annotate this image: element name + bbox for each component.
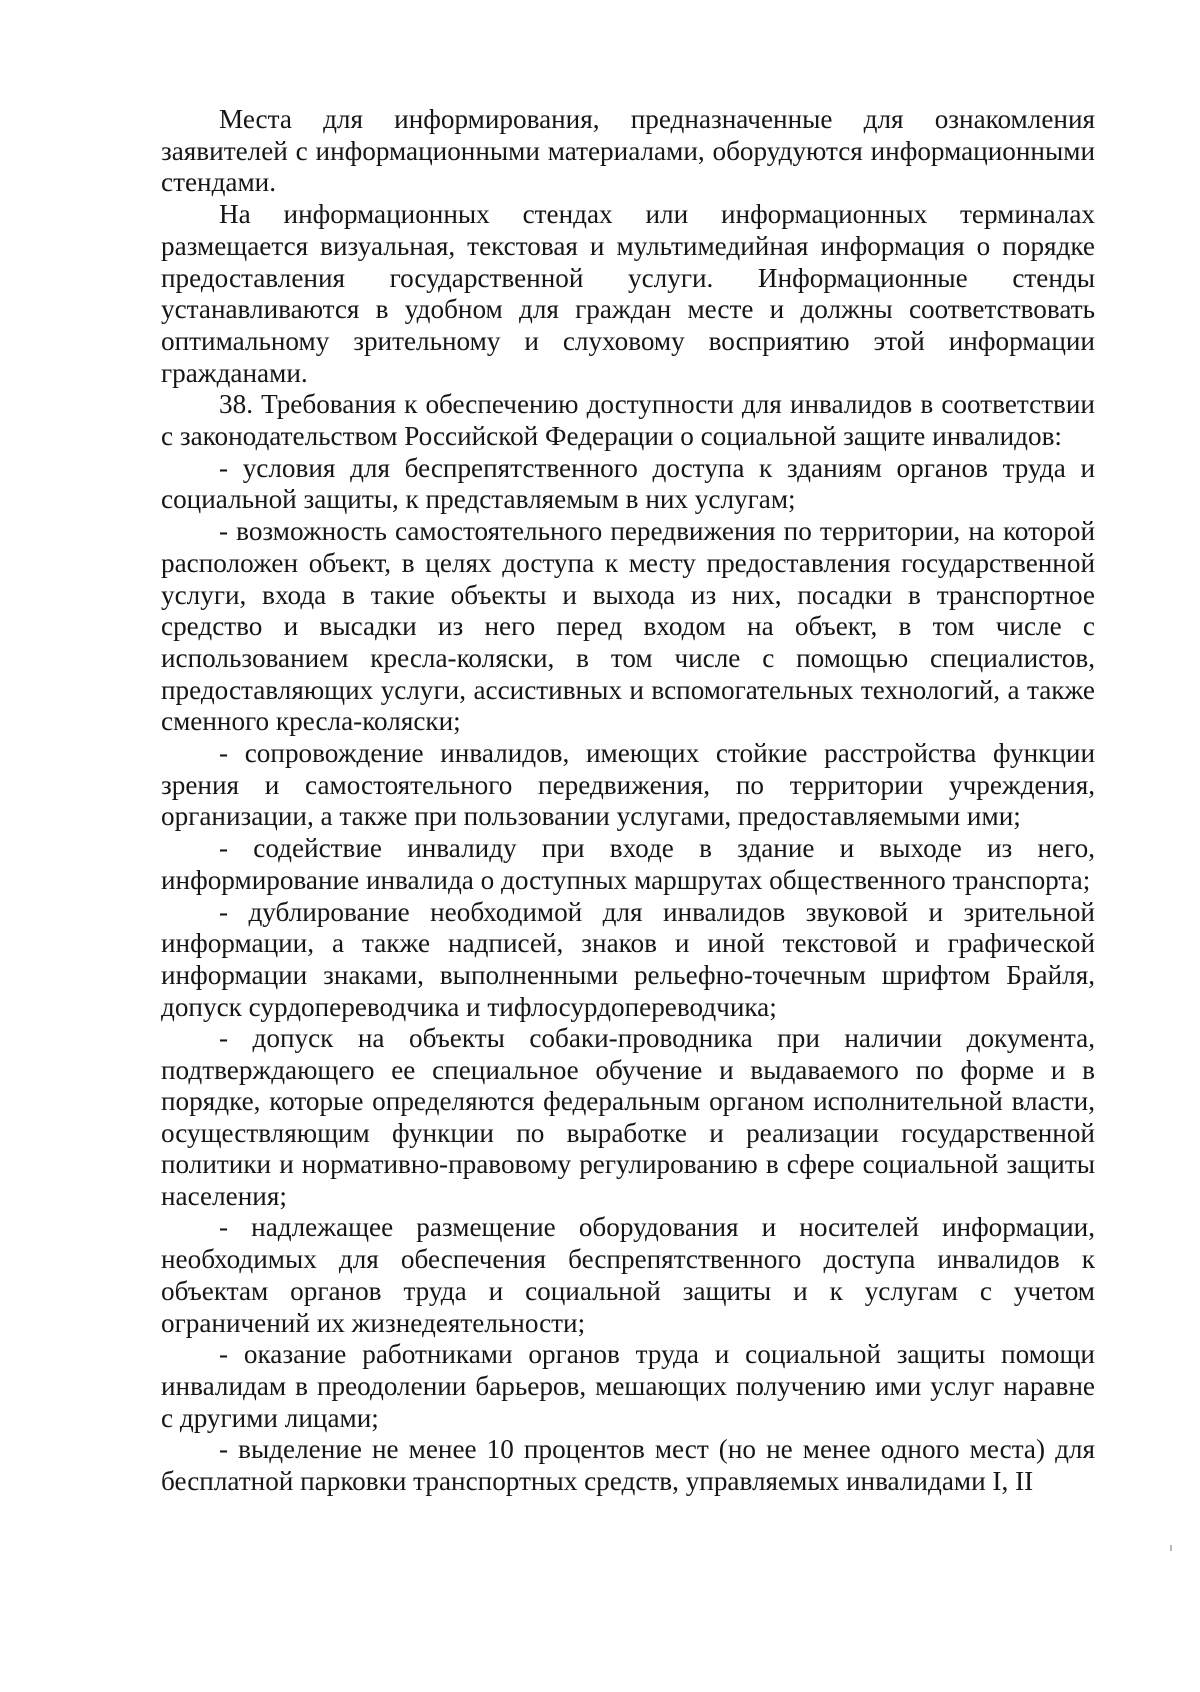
list-item-parking: - выделение не менее 10 процентов мест (но не менее одного места) для бесплатной парковки транспортных средств, управляемых инвалидами I, II (161, 1434, 1095, 1497)
list-item-guide-dog: - допуск на объекты собаки-проводника при наличии документа, подтверждающего ее специальное обучение и выдаваемого по форме и в порядке, которые определяются федеральным органом исполнительной власти, осуществляющим функции по выработке и реализации государственной политики и нормативно-правовому регулированию в сфере социальной защиты населения; (161, 1023, 1095, 1211)
list-item-movement: - возможность самостоятельного передвижения по территории, на которой расположен объект, в целях доступа к месту предоставления государственной услуги, входа в такие объекты и выхода из них, посадки в транспортное средство и высадки из него перед входом на объект, в том числе с использованием кресла-коляски, в том числе с помощью специалистов, предоставляющих услуги, ассистивных и вспомогательных технологий, а также сменного кресла-коляски; (161, 516, 1095, 737)
list-item-equipment: - надлежащее размещение оборудования и носителей информации, необходимых для обеспечения беспрепятственного доступа инвалидов к объектам органов труда и социальной защиты и к услугам с учетом ограничений их жизнедеятельности; (161, 1212, 1095, 1338)
paragraph-section-38: 38. Требования к обеспечению доступности для инвалидов в соответствии с законодательством Российской Федерации о социальной защите инвалидов: (161, 389, 1095, 452)
document-body (161, 104, 1095, 1498)
list-item-escort: - сопровождение инвалидов, имеющих стойкие расстройства функции зрения и самостоятельного передвижения, по территории учреждения, организации, а также при пользовании услугами, предоставляемыми ими; (161, 738, 1095, 832)
list-item-staff-help: - оказание работниками органов труда и социальной защиты помощи инвалидам в преодолении барьеров, мешающих получению ими услуг наравне с другими лицами; (161, 1339, 1095, 1433)
scan-speck (1170, 1545, 1172, 1551)
list-item-access-conditions: - условия для беспрепятственного доступа к зданиям органов труда и социальной защиты, к представляемым в них услугам; (161, 452, 1095, 515)
list-item-braille: - дублирование необходимой для инвалидов звуковой и зрительной информации, а также надписей, знаков и иной текстовой и графической информации знаками, выполненными рельефно-точечным шрифтом Брайля, допуск сурдопереводчика и тифлосурдопереводчика; (161, 896, 1095, 1022)
paragraph-info-places: Места для информирования, предназначенные для ознакомления заявителей с информационными материалами, оборудуются информационными стендами. (161, 104, 1095, 198)
list-item-entry-assistance: - содействие инвалиду при входе в здание и выходе из него, информирование инвалида о доступных маршрутах общественного транспорта; (161, 833, 1095, 895)
paragraph-info-stands: На информационных стендах или информационных терминалах размещается визуальная, текстовая и мультимедийная информация о порядке предоставления государственной услуги. Информационные стенды устанавливаются в удобном для граждан месте и должны соответствовать оптимальному зрительному и слуховому восприятию этой информации гражданами. (161, 199, 1095, 388)
